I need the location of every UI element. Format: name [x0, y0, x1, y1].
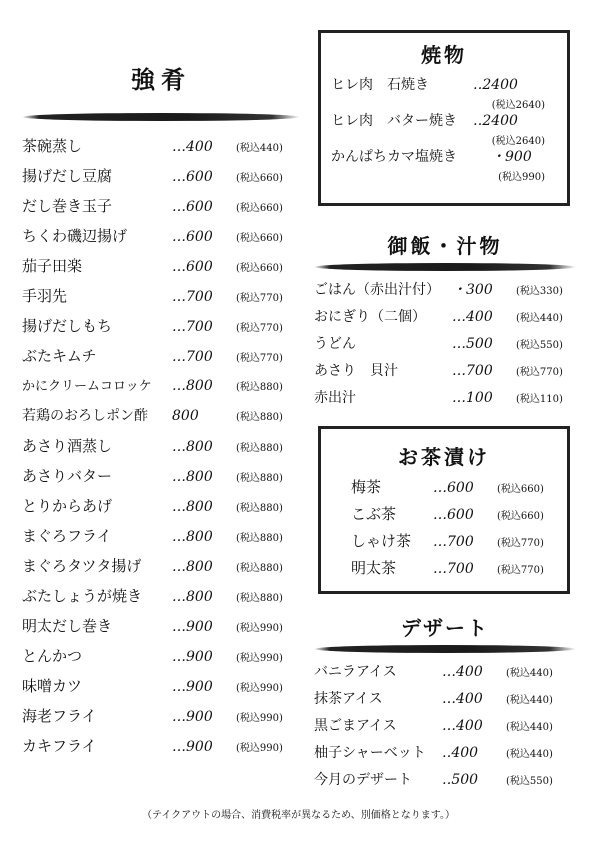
- menu-item-price: ‥2400: [473, 77, 518, 93]
- menu-item: [22, 225, 300, 255]
- menu-item-name: だし巻き玉子: [22, 197, 113, 215]
- menu-item-tax: (税込2640): [491, 136, 545, 147]
- menu-item: [22, 375, 300, 405]
- menu-item: [22, 195, 300, 225]
- menu-item: [22, 495, 300, 525]
- menu-item-tax: (税込770): [497, 538, 544, 549]
- menu-item-tax: (税込550): [506, 776, 553, 787]
- menu-item-price: …900: [172, 739, 213, 755]
- menu-item-name: 海老フライ: [22, 707, 97, 725]
- menu-item-price: …900: [172, 709, 213, 725]
- menu-item-name: まぐろタツタ揚げ: [22, 557, 142, 575]
- menu-item-tax: (税込660): [497, 484, 544, 495]
- menu-item: [22, 615, 300, 645]
- menu-item: [22, 585, 300, 615]
- menu-item: [314, 387, 576, 414]
- menu-item-tax: (税込660): [497, 511, 544, 522]
- menu-item-name: 黒ごまアイス: [314, 718, 397, 734]
- menu-item: [22, 135, 300, 165]
- menu-item-price: …600: [172, 199, 213, 215]
- menu-item-name: とりからあげ: [22, 497, 113, 515]
- menu-item-price: …100: [452, 390, 493, 406]
- menu-item-name: しゃけ茶: [351, 532, 412, 550]
- chazuke-section: [318, 426, 570, 594]
- menu-item: [351, 476, 557, 503]
- menu-item-tax: (税込880): [236, 593, 283, 604]
- rice-soup-section: [314, 230, 576, 414]
- menu-item: [351, 530, 557, 557]
- menu-item-price: …900: [172, 679, 213, 695]
- menu-item-tax: (税込440): [516, 313, 563, 324]
- chazuke-list: [331, 476, 557, 584]
- menu-item: [314, 306, 576, 333]
- menu-item-price: …500: [452, 336, 493, 352]
- menu-item-price: …600: [433, 507, 474, 523]
- menu-item-name: カキフライ: [22, 737, 97, 755]
- menu-item-name: かんぱちカマ塩焼き: [331, 149, 457, 165]
- menu-item-name: 明太だし巻き: [22, 617, 113, 635]
- grill-list: [331, 74, 557, 182]
- menu-item: [331, 110, 557, 132]
- grill-title: 焼物: [421, 43, 467, 67]
- menu-item-name: バニラアイス: [314, 664, 397, 680]
- menu-item-name: 梅茶: [351, 478, 382, 496]
- menu-item-tax: (税込660): [236, 233, 283, 244]
- menu-item: [351, 557, 557, 584]
- menu-item-name: 明太茶: [351, 559, 397, 577]
- menu-item-price: ・900: [491, 149, 532, 165]
- menu-item: [22, 735, 300, 765]
- menu-item-tax: (税込440): [506, 749, 553, 760]
- menu-item: [22, 165, 300, 195]
- menu-item-name: ぶたしょうが焼き: [22, 587, 143, 605]
- menu-item-price: …600: [172, 169, 213, 185]
- menu-item: [314, 279, 576, 306]
- menu-item-price: ‥400: [442, 745, 479, 761]
- menu-item-name: 赤出汁: [314, 390, 356, 406]
- menu-item-name: 茶碗蒸し: [22, 137, 83, 155]
- menu-item-name: 柚子シャーベット: [314, 745, 426, 761]
- menu-item: [22, 645, 300, 675]
- menu-item-name: 若鶏のおろしポン酢: [22, 408, 148, 424]
- brush-stroke-divider: [22, 113, 300, 121]
- menu-item-tax: (税込880): [236, 443, 283, 454]
- menu-item: [314, 688, 576, 715]
- menu-item: [22, 255, 300, 285]
- menu-item-tax: (税込2640): [491, 100, 545, 111]
- menu-item-name: とんかつ: [22, 647, 83, 665]
- menu-item-price: ‥2400: [473, 113, 518, 129]
- menu-item-name: あさり酒蒸し: [22, 437, 113, 455]
- menu-item-name: 味噌カツ: [22, 677, 83, 695]
- menu-item-price: …900: [172, 649, 213, 665]
- brush-stroke-divider: [314, 263, 576, 271]
- menu-item-price: …800: [172, 499, 213, 515]
- menu-item-tax: (税込330): [516, 286, 563, 297]
- menu-item-tax: (税込440): [236, 143, 283, 154]
- menu-item-price: …600: [172, 229, 213, 245]
- menu-item-tax: (税込880): [236, 382, 283, 393]
- menu-item-price: …800: [172, 529, 213, 545]
- menu-item: [351, 503, 557, 530]
- menu-item-name: 揚げだしもち: [22, 317, 113, 335]
- menu-item-price: …600: [433, 480, 474, 496]
- dessert-section: [314, 612, 576, 796]
- menu-item: [314, 661, 576, 688]
- menu-item-price: …800: [172, 589, 213, 605]
- menu-item-price: 800: [172, 408, 199, 424]
- menu-item-tax: (税込660): [236, 263, 283, 274]
- menu-item: [331, 74, 557, 96]
- menu-item: [314, 769, 576, 796]
- grill-section: [318, 30, 570, 206]
- menu-item-tax: (税込110): [516, 394, 563, 405]
- menu-item-name: ヒレ肉 バター焼き: [331, 113, 457, 129]
- menu-item: [22, 705, 300, 735]
- menu-item: [22, 405, 300, 435]
- menu-item: [22, 465, 300, 495]
- menu-item-price: …900: [172, 619, 213, 635]
- dessert-list: [314, 661, 576, 796]
- menu-item-name: ヒレ肉 石焼き: [331, 77, 429, 93]
- menu-item-price: …700: [172, 289, 213, 305]
- menu-item-price: …800: [172, 469, 213, 485]
- menu-item-price: ・300: [452, 282, 493, 298]
- menu-item-tax: (税込880): [236, 533, 283, 544]
- menu-item: [22, 525, 300, 555]
- rice-soup-list: [314, 279, 576, 414]
- menu-item: [22, 435, 300, 465]
- menu-item-tax: (税込440): [506, 722, 553, 733]
- menu-item-tax: (税込770): [516, 367, 563, 378]
- menu-item: [22, 675, 300, 705]
- menu-item-price: …400: [452, 309, 493, 325]
- menu-item-tax: (税込990): [236, 713, 283, 724]
- menu-item-tax: (税込880): [236, 503, 283, 514]
- menu-item-price: …700: [433, 561, 474, 577]
- menu-item-name: ちくわ磯辺揚げ: [22, 227, 128, 245]
- menu-item-price: …800: [172, 559, 213, 575]
- menu-item-tax: (税込550): [516, 340, 563, 351]
- menu-item: [314, 333, 576, 360]
- menu-item: [22, 555, 300, 585]
- menu-item-price: …700: [452, 363, 493, 379]
- menu-item-tax: (税込990): [498, 172, 545, 183]
- takeout-note: （テイクアウトの場合、消費税率が異なるため、別価格となります。）: [142, 810, 455, 821]
- appetizers-title: 強肴: [131, 65, 191, 94]
- menu-item-name: ぶたキムチ: [22, 347, 97, 365]
- menu-item-name: こぶ茶: [351, 505, 397, 523]
- menu-item-name: あさり 貝汁: [314, 363, 398, 379]
- menu-item-name: 茄子田楽: [22, 257, 83, 275]
- menu-item: [22, 285, 300, 315]
- menu-item-name: まぐろフライ: [22, 527, 112, 545]
- menu-item-tax: (税込660): [236, 203, 283, 214]
- brush-stroke-divider: [314, 645, 576, 653]
- menu-item: [22, 345, 300, 375]
- menu-item-price: …700: [172, 349, 213, 365]
- menu-item-name: かにクリームコロッケ: [22, 379, 152, 394]
- rice-soup-title: 御飯・汁物: [387, 234, 503, 258]
- appetizers-list: [22, 135, 300, 765]
- menu-item-tax: (税込440): [506, 695, 553, 706]
- menu-item-price: …400: [172, 139, 213, 155]
- menu-item-tax: (税込880): [236, 473, 283, 484]
- menu-item-tax: (税込770): [497, 565, 544, 576]
- menu-item-tax: (税込990): [236, 653, 283, 664]
- menu-item-tax: (税込880): [236, 412, 283, 423]
- menu-item-price: …400: [442, 691, 483, 707]
- menu-item-tax: (税込990): [236, 683, 283, 694]
- menu-item-name: 手羽先: [22, 287, 68, 305]
- chazuke-title: お茶漬け: [398, 445, 490, 469]
- menu-item-price: …800: [172, 378, 213, 394]
- dessert-title: デザート: [401, 616, 489, 640]
- menu-item-tax: (税込880): [236, 563, 283, 574]
- menu-item: [22, 315, 300, 345]
- menu-item: [331, 146, 557, 168]
- menu-item-name: 今月のデザート: [314, 772, 412, 788]
- menu-item-tax: (税込660): [236, 173, 283, 184]
- menu-item-price: …400: [442, 718, 483, 734]
- menu-item-name: ごはん（赤出汁付）: [314, 282, 440, 298]
- menu-item-price: …700: [433, 534, 474, 550]
- menu-item-price: …600: [172, 259, 213, 275]
- menu-item-tax: (税込770): [236, 353, 283, 364]
- menu-item-name: おにぎり（二個）: [314, 309, 426, 325]
- menu-item: [314, 715, 576, 742]
- menu-item: [314, 742, 576, 769]
- menu-item-name: 揚げだし豆腐: [22, 167, 113, 185]
- menu-item-name: あさりバター: [22, 467, 113, 485]
- menu-item: [314, 360, 576, 387]
- menu-item-price: …400: [442, 664, 483, 680]
- appetizers-section: [22, 60, 300, 765]
- menu-item-name: うどん: [314, 336, 356, 352]
- menu-item-tax: (税込990): [236, 743, 283, 754]
- menu-item-name: 抹茶アイス: [314, 691, 383, 707]
- menu-item-tax: (税込770): [236, 293, 283, 304]
- menu-item-price: ‥500: [442, 772, 479, 788]
- menu-item-price: …700: [172, 319, 213, 335]
- menu-item-tax: (税込440): [506, 668, 553, 679]
- menu-item-tax: (税込770): [236, 323, 283, 334]
- menu-item-price: …800: [172, 439, 213, 455]
- menu-item-tax: (税込990): [236, 623, 283, 634]
